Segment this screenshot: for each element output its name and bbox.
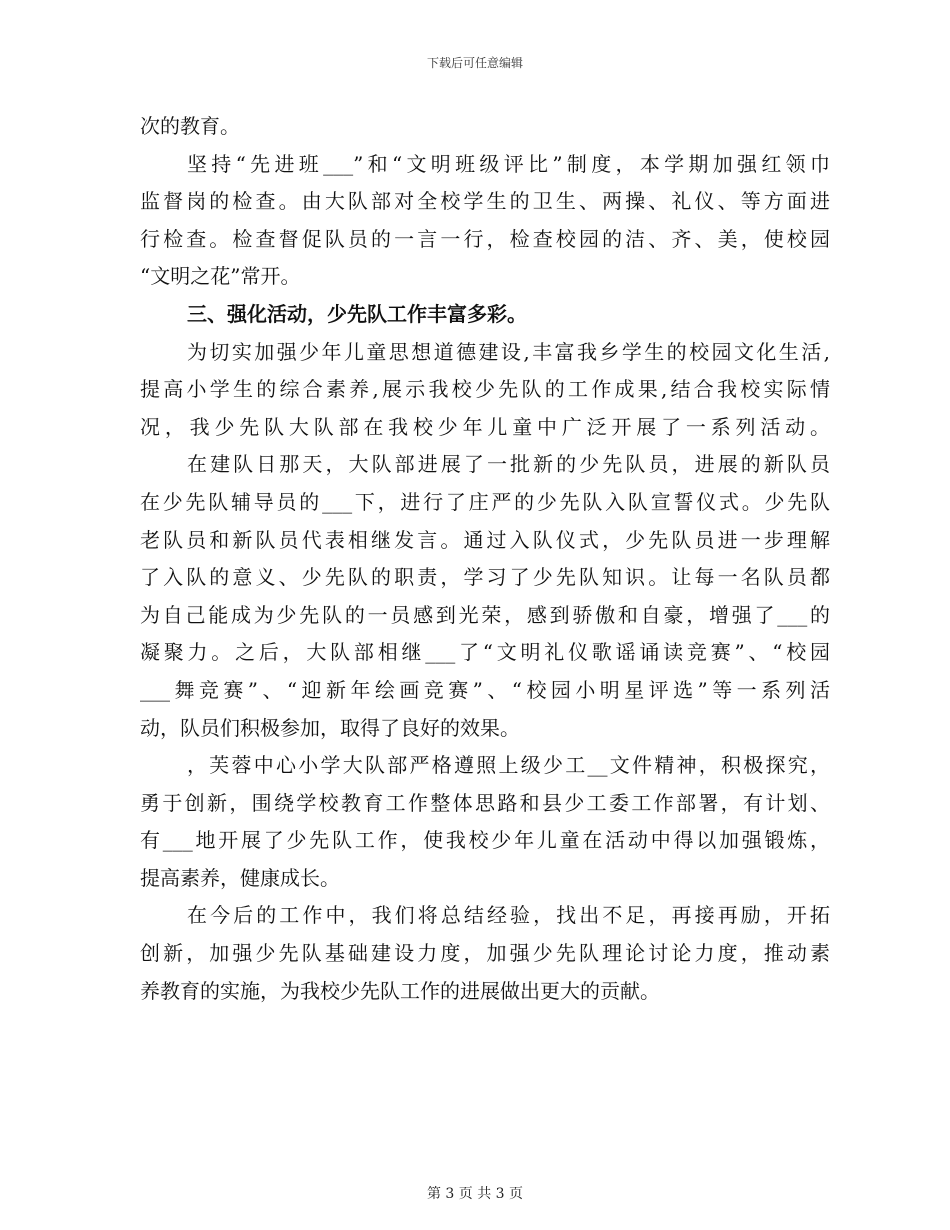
page-header: 下载后可任意编辑 — [426, 56, 523, 70]
document-body — [140, 108, 830, 1010]
text-line: “文明之花”常开。 — [140, 264, 301, 289]
section-heading: 三、强化活动，少先队工作丰富多彩。 — [187, 301, 527, 326]
page-footer: 第 3 页 共 3 页 — [426, 1186, 524, 1202]
text-line: 了入队的意义、少先队的职责，学习了少先队知识。让每一名队员都 — [140, 565, 830, 590]
text-line: ___舞竞赛”、“迎新年绘画竞赛”、“校园小明星评选”等一系列活 — [140, 677, 830, 702]
text-line: 凝聚力。之后，大队部相继___了“文明礼仪歌谣诵读竞赛”、“校园 — [140, 640, 830, 665]
text-line: 动，队员们积极参加，取得了良好的效果。 — [140, 715, 520, 740]
text-line: 勇于创新，围绕学校教育工作整体思路和县少工委工作部署，有计划、 — [140, 790, 830, 815]
text-line: 在少先队辅导员的___下，进行了庄严的少先队入队宣誓仪式。少先队 — [140, 489, 830, 514]
text-line: 行检查。检查督促队员的一言一行，检查校园的洁、齐、美，使校园 — [140, 226, 830, 251]
text-line: 为自己能成为少先队的一员感到光荣，感到骄傲和自豪，增强了___的 — [140, 602, 830, 627]
text-line: ，芙蓉中心小学大队部严格遵照上级少工__文件精神，积极探究， — [187, 753, 830, 778]
text-line: 为切实加强少年儿童思想道德建设,丰富我乡学生的校园文化生活, — [187, 339, 830, 364]
text-line: 次的教育。 — [140, 114, 240, 138]
text-line: 在建队日那天，大队部进展了一批新的少先队员，进展的新队员 — [187, 452, 830, 477]
text-line: 养教育的实施，为我校少先队工作的进展做出更大的贡献。 — [140, 978, 660, 1003]
text-line: 老队员和新队员代表相继发言。通过入队仪式，少先队员进一步理解 — [140, 527, 830, 552]
text-line: 有___地开展了少先队工作，使我校少年儿童在活动中得以加强锻炼， — [140, 828, 830, 853]
text-line: 坚持“先进班___”和“文明班级评比”制度，本学期加强红领巾 — [187, 151, 830, 176]
text-line: 提高素养，健康成长。 — [140, 865, 340, 890]
text-line: 提高小学生的综合素养,展示我校少先队的工作成果,结合我校实际情 — [140, 377, 830, 402]
text-line: 在今后的工作中，我们将总结经验，找出不足，再接再励，开拓 — [187, 903, 830, 928]
text-line: 创新，加强少先队基础建设力度，加强少先队理论讨论力度，推动素 — [140, 941, 830, 966]
text-line: 监督岗的检查。由大队部对全校学生的卫生、两操、礼仪、等方面进 — [140, 189, 830, 214]
text-line: 况，我少先队大队部在我校少年儿童中广泛开展了一系列活动。 — [140, 414, 830, 439]
